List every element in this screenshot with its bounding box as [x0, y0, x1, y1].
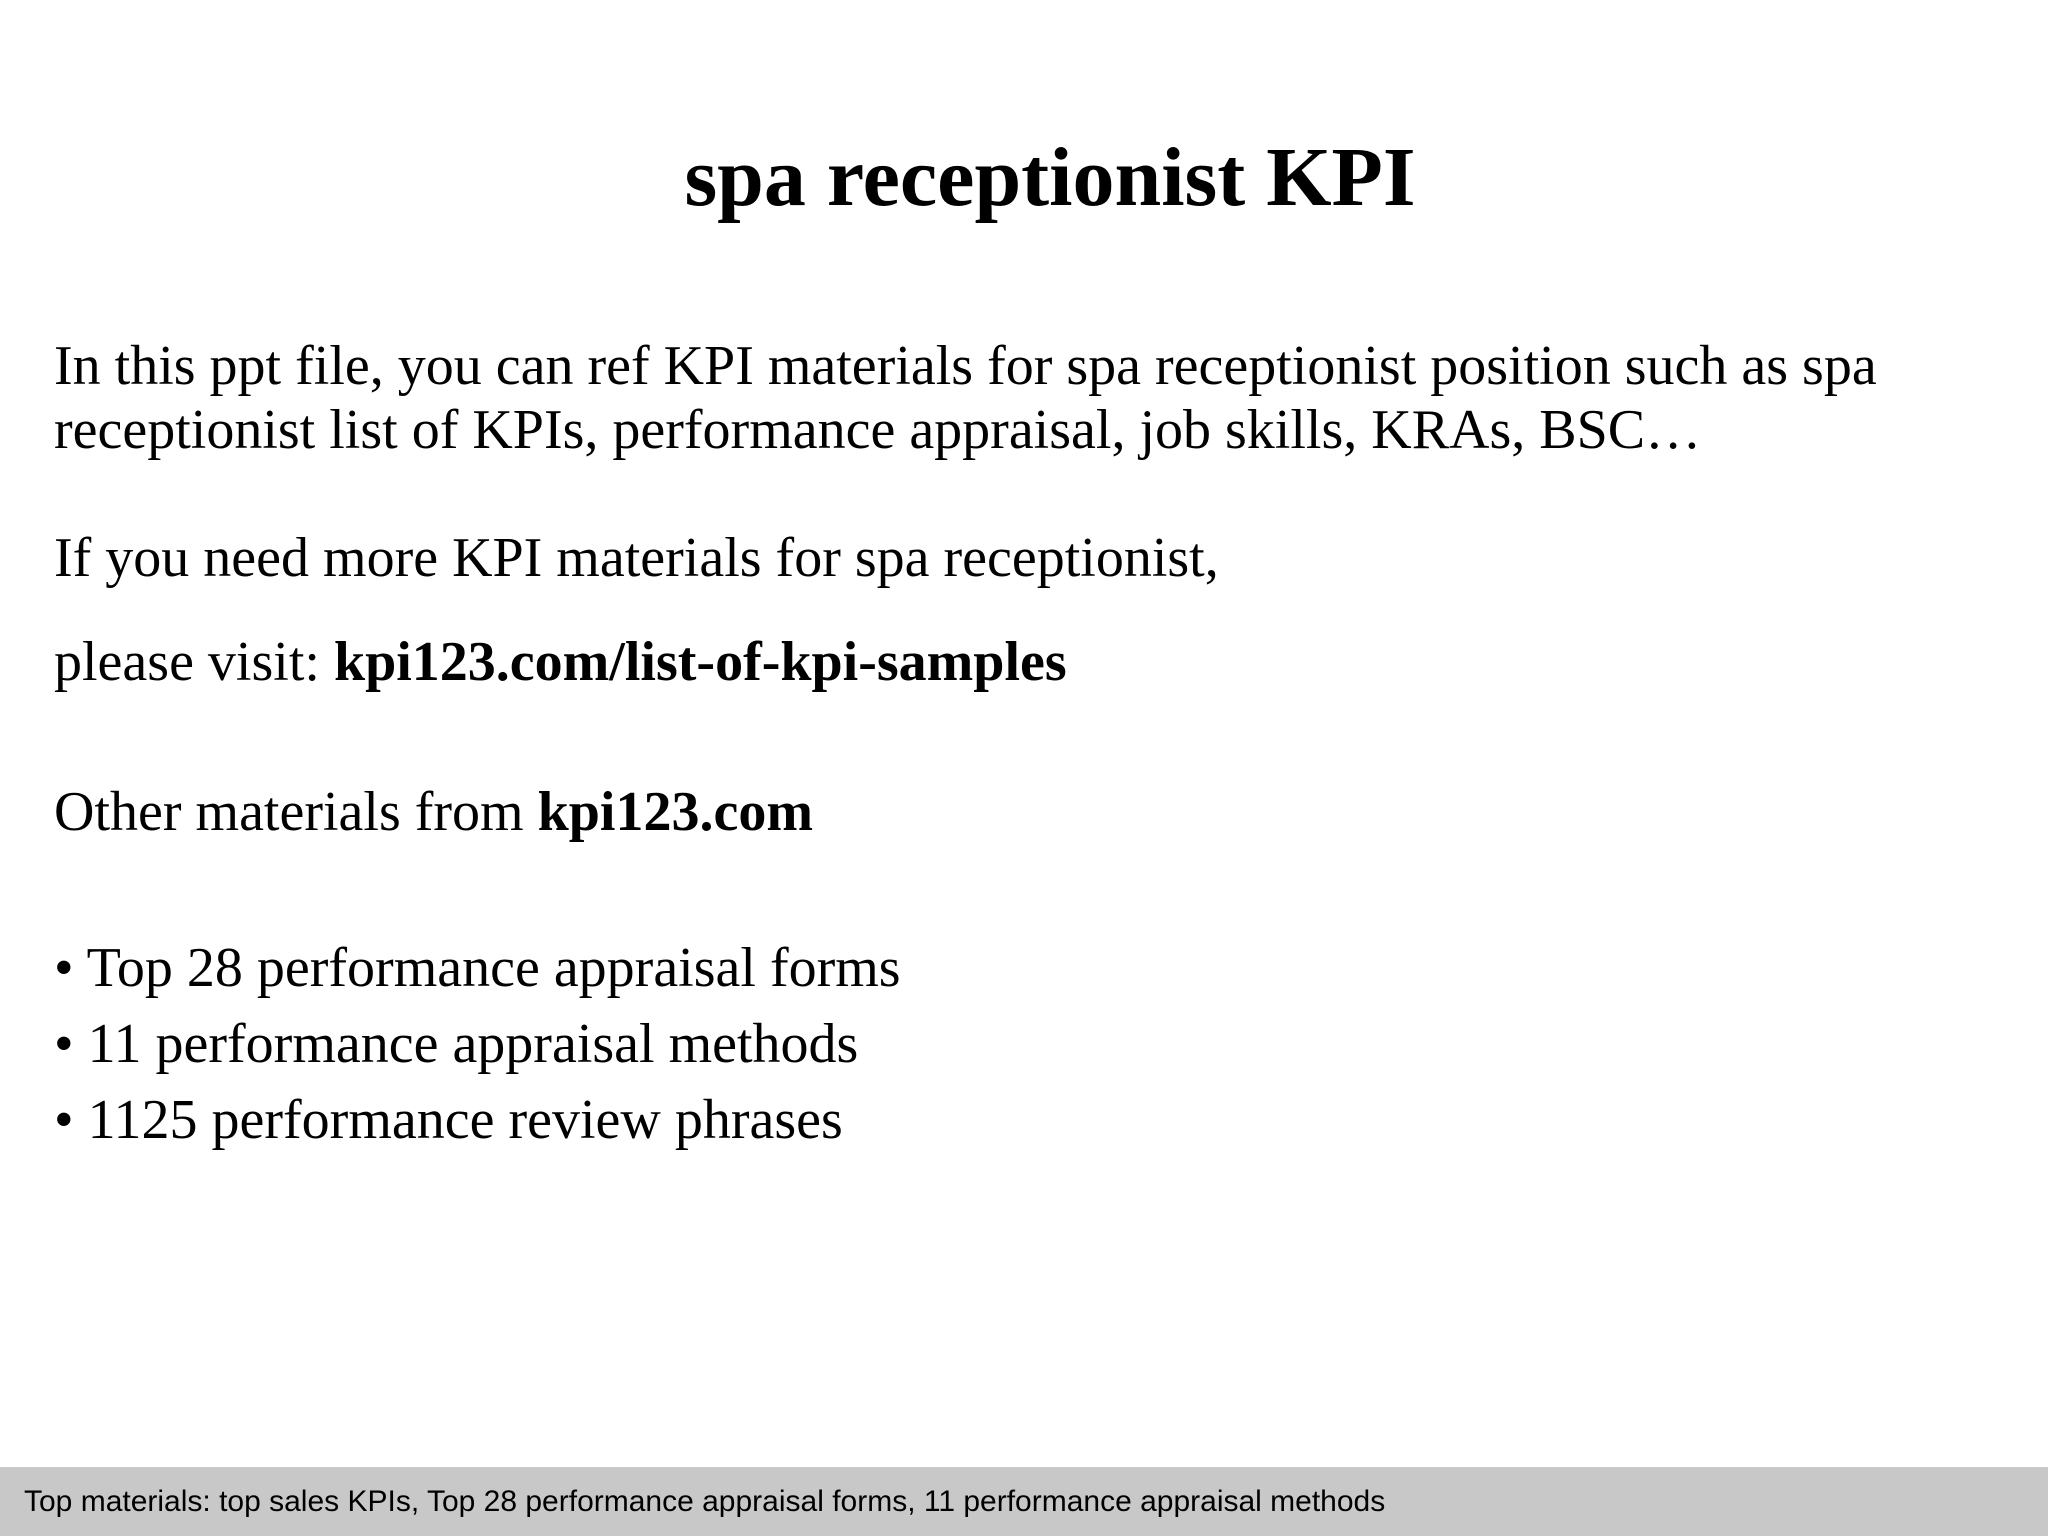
need-more-text: If you need more KPI materials for spa receptionist,: [54, 527, 1219, 589]
page-title: spa receptionist KPI: [684, 131, 1416, 224]
visit-prefix: please visit:: [54, 631, 334, 693]
intro-paragraph: In this ppt file, you can ref KPI materials for spa receptionist position such as spa receptionist list of KPIs, performance appraisal, job skills, KRAs, BSC…: [54, 335, 1877, 461]
other-prefix: Other materials from: [54, 781, 538, 843]
materials-list: [54, 930, 1954, 1158]
other-materials-line: [54, 780, 2014, 844]
other-link[interactable]: kpi123.com: [537, 781, 813, 843]
list-item: • 1125 performance review phrases: [54, 1089, 843, 1151]
footer-bar: [0, 1467, 2048, 1536]
visit-line: [54, 630, 2014, 694]
visit-link[interactable]: kpi123.com/list-of-kpi-samples: [333, 631, 1067, 693]
footer-text: Top materials: top sales KPIs, Top 28 performance appraisal forms, 11 performance appraisal methods: [24, 1484, 1386, 1518]
list-item: • 11 performance appraisal methods: [54, 1013, 859, 1075]
list-item: • Top 28 performance appraisal forms: [54, 937, 901, 999]
